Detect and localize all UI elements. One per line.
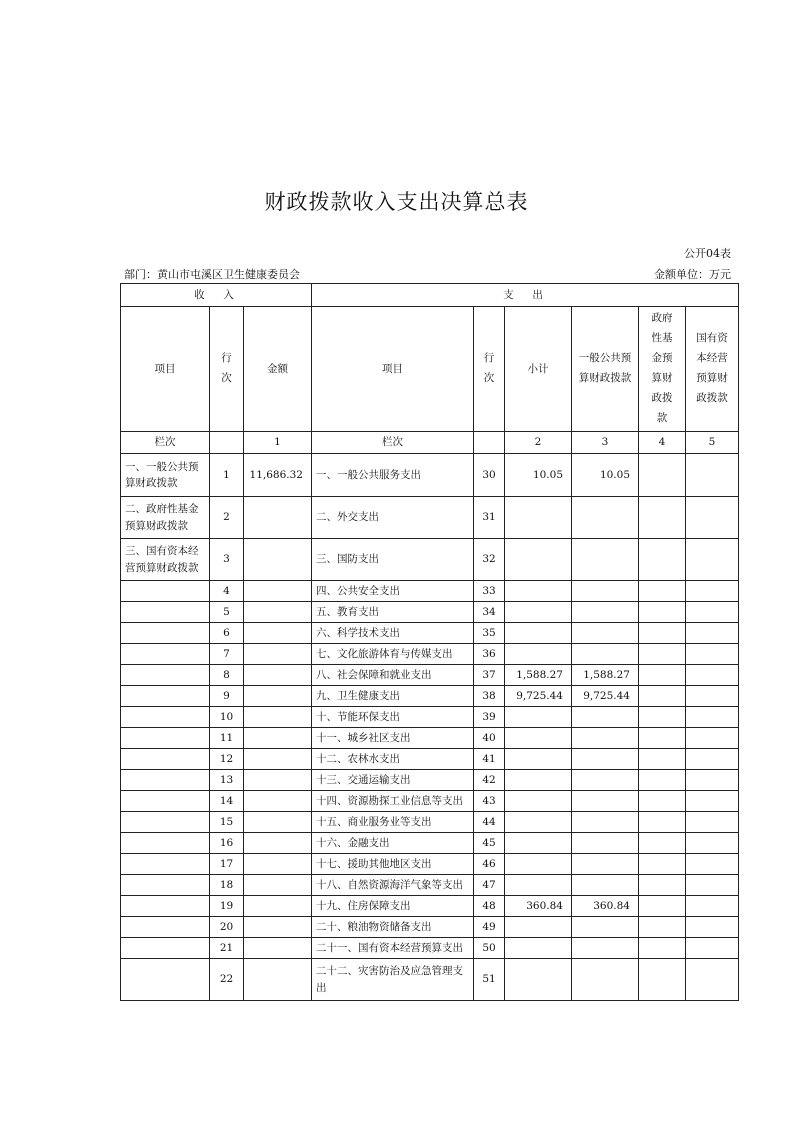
expenditure-line-cell: 32 [474, 539, 505, 581]
header-subtotal: 小计 [505, 307, 572, 432]
income-item-cell [121, 791, 210, 812]
expenditure-item-cell: 六、科学技术支出 [312, 623, 474, 644]
income-amount-cell [244, 854, 312, 875]
income-amount-cell: 11,686.32 [244, 454, 312, 497]
income-item-cell [121, 749, 210, 770]
income-line-cell: 2 [210, 497, 244, 539]
table-row [121, 917, 739, 938]
header-general-budget: 一般公共预算财政拨款 [572, 307, 639, 432]
header-income-item: 项目 [121, 307, 210, 432]
income-item-cell [121, 896, 210, 917]
income-line-cell: 6 [210, 623, 244, 644]
state-capital-cell [686, 938, 739, 959]
table-row [121, 623, 739, 644]
expenditure-line-cell: 31 [474, 497, 505, 539]
income-item-cell [121, 665, 210, 686]
department-label: 部门：黄山市屯溪区卫生健康委员会 [124, 268, 300, 281]
income-item-cell [121, 707, 210, 728]
expenditure-line-cell: 45 [474, 833, 505, 854]
general-budget-cell [572, 833, 639, 854]
income-amount-cell [244, 707, 312, 728]
expenditure-item-cell: 十五、商业服务业等支出 [312, 812, 474, 833]
income-line-cell: 17 [210, 854, 244, 875]
expenditure-line-cell: 35 [474, 623, 505, 644]
income-amount-cell [244, 875, 312, 896]
subtotal-cell [505, 959, 572, 1001]
column-number-blank [210, 432, 244, 454]
subtotal-cell [505, 623, 572, 644]
expenditure-line-cell: 49 [474, 917, 505, 938]
subtotal-cell: 360.84 [505, 896, 572, 917]
expenditure-line-cell: 42 [474, 770, 505, 791]
subtotal-cell [505, 707, 572, 728]
general-budget-cell [572, 728, 639, 749]
expenditure-line-cell: 37 [474, 665, 505, 686]
expenditure-item-cell: 十八、自然资源海洋气象等支出 [312, 875, 474, 896]
income-item-cell [121, 686, 210, 707]
gov-fund-cell [639, 770, 686, 791]
gov-fund-cell [639, 581, 686, 602]
subtotal-cell [505, 581, 572, 602]
table-row [121, 454, 739, 497]
expenditure-item-cell: 七、文化旅游体育与传媒支出 [312, 644, 474, 665]
column-number-2: 2 [505, 432, 572, 454]
income-line-cell: 19 [210, 896, 244, 917]
table-row [121, 770, 739, 791]
expenditure-line-cell: 43 [474, 791, 505, 812]
income-amount-cell [244, 623, 312, 644]
expenditure-item-cell: 二十一、国有资本经营预算支出 [312, 938, 474, 959]
income-amount-cell [244, 497, 312, 539]
state-capital-cell [686, 770, 739, 791]
expenditure-line-cell: 40 [474, 728, 505, 749]
state-capital-cell [686, 623, 739, 644]
general-budget-cell [572, 770, 639, 791]
subtotal-cell [505, 602, 572, 623]
form-number: 公开04表 [684, 247, 731, 260]
gov-fund-cell [639, 644, 686, 665]
subtotal-cell [505, 728, 572, 749]
income-line-cell: 10 [210, 707, 244, 728]
income-item-cell [121, 770, 210, 791]
income-amount-cell [244, 581, 312, 602]
general-budget-cell [572, 581, 639, 602]
header-expenditure-item: 项目 [312, 307, 474, 432]
expenditure-line-cell: 36 [474, 644, 505, 665]
gov-fund-cell [639, 812, 686, 833]
income-item-cell [121, 833, 210, 854]
table-row [121, 602, 739, 623]
column-header-row [121, 307, 739, 432]
income-amount-cell [244, 833, 312, 854]
header-gov-fund: 政府性基金预算财政拨款 [639, 307, 686, 432]
subtotal-cell [505, 791, 572, 812]
income-item-cell [121, 812, 210, 833]
subtotal-cell [505, 770, 572, 791]
state-capital-cell [686, 539, 739, 581]
state-capital-cell [686, 875, 739, 896]
table-row [121, 686, 739, 707]
income-line-cell: 20 [210, 917, 244, 938]
table-row [121, 959, 739, 1001]
column-number-label-2: 栏次 [312, 432, 474, 454]
expenditure-item-cell: 二十二、灾害防治及应急管理支出 [312, 959, 474, 1001]
table-row [121, 749, 739, 770]
table-row [121, 728, 739, 749]
general-budget-cell [572, 875, 639, 896]
general-budget-cell [572, 959, 639, 1001]
income-amount-cell [244, 791, 312, 812]
state-capital-cell [686, 644, 739, 665]
general-budget-cell [572, 602, 639, 623]
general-budget-cell [572, 644, 639, 665]
expenditure-line-cell: 50 [474, 938, 505, 959]
general-budget-cell: 1,588.27 [572, 665, 639, 686]
expenditure-line-cell: 34 [474, 602, 505, 623]
income-item-cell [121, 917, 210, 938]
income-amount-cell [244, 665, 312, 686]
subtotal-cell: 9,725.44 [505, 686, 572, 707]
state-capital-cell [686, 812, 739, 833]
expenditure-line-cell: 51 [474, 959, 505, 1001]
income-line-cell: 8 [210, 665, 244, 686]
gov-fund-cell [639, 602, 686, 623]
income-line-cell: 3 [210, 539, 244, 581]
general-budget-cell [572, 623, 639, 644]
expenditure-line-cell: 39 [474, 707, 505, 728]
income-line-cell: 22 [210, 959, 244, 1001]
subtotal-cell [505, 644, 572, 665]
subtotal-cell [505, 854, 572, 875]
income-line-cell: 4 [210, 581, 244, 602]
subtotal-cell [505, 812, 572, 833]
income-item-cell: 三、国有资本经营预算财政拨款 [121, 539, 210, 581]
income-line-cell: 7 [210, 644, 244, 665]
header-expenditure-line-text: 行次 [483, 352, 495, 384]
header-expenditure-line [474, 307, 505, 432]
expenditure-line-cell: 48 [474, 896, 505, 917]
state-capital-cell [686, 959, 739, 1001]
income-item-cell [121, 959, 210, 1001]
subtotal-cell: 10.05 [505, 454, 572, 497]
general-budget-cell: 9,725.44 [572, 686, 639, 707]
income-line-cell: 5 [210, 602, 244, 623]
income-line-cell: 14 [210, 791, 244, 812]
amount-unit-label: 金额单位：万元 [654, 268, 731, 281]
expenditure-line-cell: 47 [474, 875, 505, 896]
expenditure-item-cell: 十一、城乡社区支出 [312, 728, 474, 749]
table-row [121, 812, 739, 833]
income-amount-cell [244, 959, 312, 1001]
header-income-line-text: 行次 [221, 352, 232, 384]
subtotal-cell [505, 833, 572, 854]
general-budget-cell: 10.05 [572, 454, 639, 497]
income-item-cell [121, 644, 210, 665]
state-capital-cell [686, 454, 739, 497]
income-amount-cell [244, 728, 312, 749]
income-amount-cell [244, 602, 312, 623]
state-capital-cell [686, 896, 739, 917]
income-item-cell [121, 623, 210, 644]
table-row [121, 581, 739, 602]
expenditure-line-cell: 38 [474, 686, 505, 707]
general-budget-cell: 360.84 [572, 896, 639, 917]
expenditure-item-cell: 三、国防支出 [312, 539, 474, 581]
general-budget-cell [572, 749, 639, 770]
subtotal-cell [505, 938, 572, 959]
expenditure-item-cell: 十七、援助其他地区支出 [312, 854, 474, 875]
state-capital-cell [686, 728, 739, 749]
income-amount-cell [244, 644, 312, 665]
state-capital-cell [686, 686, 739, 707]
gov-fund-cell [639, 959, 686, 1001]
general-budget-cell [572, 707, 639, 728]
general-budget-cell [572, 854, 639, 875]
gov-fund-cell [639, 686, 686, 707]
expenditure-item-cell: 十四、资源勘探工业信息等支出 [312, 791, 474, 812]
income-line-cell: 11 [210, 728, 244, 749]
gov-fund-cell [639, 707, 686, 728]
gov-fund-cell [639, 896, 686, 917]
income-section-header: 收 入 [121, 284, 312, 307]
table-row [121, 497, 739, 539]
header-income-line [210, 307, 244, 432]
income-line-cell: 16 [210, 833, 244, 854]
expenditure-item-cell: 十六、金融支出 [312, 833, 474, 854]
income-line-cell: 12 [210, 749, 244, 770]
column-number-label: 栏次 [121, 432, 210, 454]
income-line-cell: 18 [210, 875, 244, 896]
gov-fund-cell [639, 938, 686, 959]
expenditure-item-cell: 四、公共安全支出 [312, 581, 474, 602]
expenditure-section-header: 支 出 [312, 284, 739, 307]
general-budget-cell [572, 812, 639, 833]
table-row [121, 707, 739, 728]
subtotal-cell [505, 875, 572, 896]
state-capital-cell [686, 833, 739, 854]
income-amount-cell [244, 917, 312, 938]
gov-fund-cell [639, 665, 686, 686]
state-capital-cell [686, 497, 739, 539]
income-amount-cell [244, 749, 312, 770]
section-header-row [121, 284, 739, 307]
state-capital-cell [686, 917, 739, 938]
expenditure-item-cell: 十三、交通运输支出 [312, 770, 474, 791]
expenditure-item-cell: 十九、住房保障支出 [312, 896, 474, 917]
expenditure-line-cell: 41 [474, 749, 505, 770]
column-number-1: 1 [244, 432, 312, 454]
income-line-cell: 9 [210, 686, 244, 707]
expenditure-item-cell: 二、外交支出 [312, 497, 474, 539]
state-capital-cell [686, 791, 739, 812]
gov-fund-cell [639, 833, 686, 854]
state-capital-cell [686, 602, 739, 623]
income-line-cell: 1 [210, 454, 244, 497]
state-capital-cell [686, 665, 739, 686]
income-item-cell [121, 581, 210, 602]
subtotal-cell [505, 497, 572, 539]
expenditure-item-cell: 十二、农林水支出 [312, 749, 474, 770]
gov-fund-cell [639, 539, 686, 581]
expenditure-item-cell: 二十、粮油物资储备支出 [312, 917, 474, 938]
subtotal-cell [505, 749, 572, 770]
appropriation-table [120, 283, 739, 1001]
income-amount-cell [244, 896, 312, 917]
income-item-cell [121, 854, 210, 875]
gov-fund-cell [639, 875, 686, 896]
subtotal-cell [505, 917, 572, 938]
income-item-cell: 二、政府性基金预算财政拨款 [121, 497, 210, 539]
income-amount-cell [244, 770, 312, 791]
state-capital-cell [686, 707, 739, 728]
table-row [121, 896, 739, 917]
column-number-row [121, 432, 739, 454]
expenditure-line-cell: 33 [474, 581, 505, 602]
table-row [121, 665, 739, 686]
column-number-4: 4 [639, 432, 686, 454]
subtotal-cell: 1,588.27 [505, 665, 572, 686]
general-budget-cell [572, 938, 639, 959]
column-number-3: 3 [572, 432, 639, 454]
table-row [121, 938, 739, 959]
income-item-cell [121, 875, 210, 896]
gov-fund-cell [639, 854, 686, 875]
gov-fund-cell [639, 749, 686, 770]
header-income-amount: 金额 [244, 307, 312, 432]
table-row [121, 539, 739, 581]
state-capital-cell [686, 581, 739, 602]
income-line-cell: 15 [210, 812, 244, 833]
table-row [121, 644, 739, 665]
income-item-cell [121, 602, 210, 623]
general-budget-cell [572, 539, 639, 581]
expenditure-line-cell: 30 [474, 454, 505, 497]
gov-fund-cell [639, 728, 686, 749]
table-row [121, 791, 739, 812]
income-line-cell: 21 [210, 938, 244, 959]
income-amount-cell [244, 539, 312, 581]
income-amount-cell [244, 686, 312, 707]
column-number-blank-2 [474, 432, 505, 454]
table-row [121, 875, 739, 896]
state-capital-cell [686, 749, 739, 770]
table-row [121, 854, 739, 875]
gov-fund-cell [639, 454, 686, 497]
income-item-cell: 一、一般公共预算财政拨款 [121, 454, 210, 497]
expenditure-item-cell: 一、一般公共服务支出 [312, 454, 474, 497]
income-line-cell: 13 [210, 770, 244, 791]
gov-fund-cell [639, 917, 686, 938]
table-row [121, 833, 739, 854]
gov-fund-cell [639, 497, 686, 539]
income-item-cell [121, 728, 210, 749]
expenditure-item-cell: 五、教育支出 [312, 602, 474, 623]
expenditure-item-cell: 十、节能环保支出 [312, 707, 474, 728]
column-number-5: 5 [686, 432, 739, 454]
general-budget-cell [572, 497, 639, 539]
expenditure-line-cell: 44 [474, 812, 505, 833]
general-budget-cell [572, 791, 639, 812]
page-title: 财政拨款收入支出决算总表 [264, 190, 529, 214]
expenditure-line-cell: 46 [474, 854, 505, 875]
gov-fund-cell [639, 623, 686, 644]
expenditure-item-cell: 九、卫生健康支出 [312, 686, 474, 707]
income-amount-cell [244, 938, 312, 959]
subtotal-cell [505, 539, 572, 581]
general-budget-cell [572, 917, 639, 938]
income-amount-cell [244, 812, 312, 833]
header-state-capital: 国有资本经营预算财政拨款 [686, 307, 739, 432]
income-item-cell [121, 938, 210, 959]
state-capital-cell [686, 854, 739, 875]
gov-fund-cell [639, 791, 686, 812]
expenditure-item-cell: 八、社会保障和就业支出 [312, 665, 474, 686]
